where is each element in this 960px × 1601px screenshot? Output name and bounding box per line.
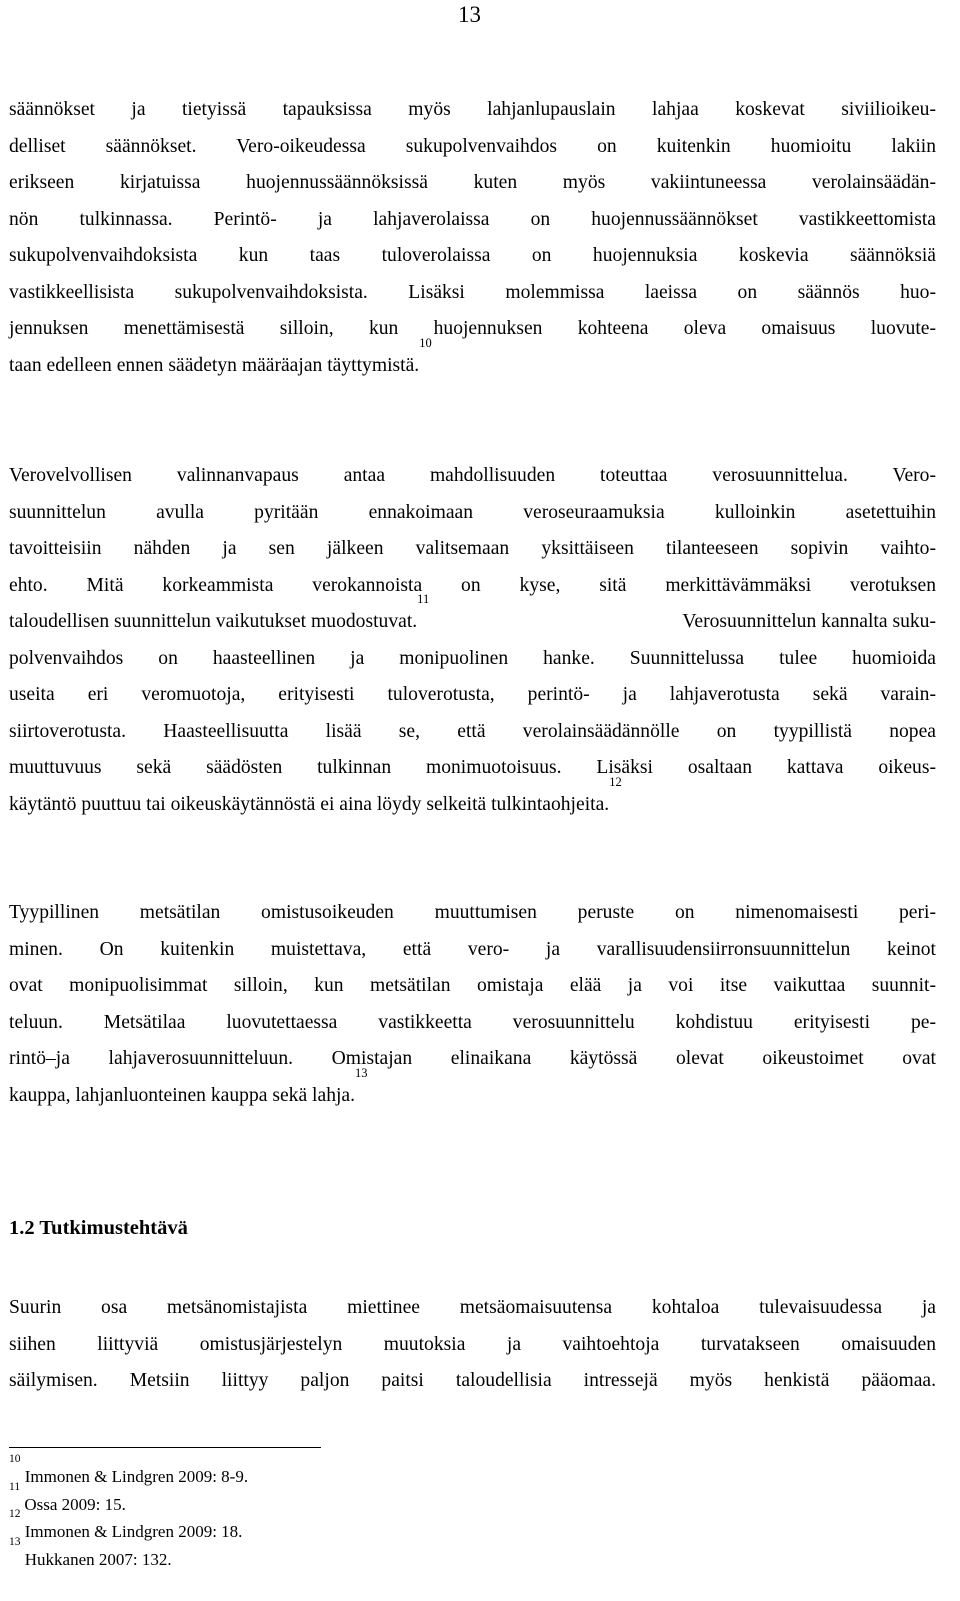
text-line: Verovelvollisen valinnanvapaus antaa mahdollisuuden toteuttaa verosuunnittelua. Vero- — [9, 465, 936, 486]
text-line: delliset säännökset. Vero-oikeudessa sukupolvenvaihdos on kuitenkin huomioitu lakiin — [9, 135, 936, 157]
footnote — [9, 1480, 248, 1519]
text-line: rintö–ja lahjaverosuunnitteluun. Omistajan elinaikana käytössä olevat oikeustoimet ovat — [9, 1048, 936, 1069]
text-line: nön tulkinnassa. Perintö- ja lahjaverolaissa on huojennussäännökset vastikkeettomista — [9, 208, 936, 230]
footnote — [9, 1453, 249, 1491]
page-number: 13 — [458, 2, 481, 27]
paragraph-1 — [9, 92, 936, 384]
paragraph-2 — [9, 458, 936, 823]
text-line: vastikkeellisista sukupolvenvaihdoksista. Lisäksi molemmissa laeissa on säännös huo- — [9, 281, 936, 303]
text-line: Suurin osa metsänomistajista miettinee metsäomaisuutensa kohtaloa tulevaisuudessa ja — [9, 1297, 936, 1318]
text-line: ovat monipuolisimmat silloin, kun metsätilan omistaja elää ja voi itse vaikuttaa suunnit- — [9, 975, 936, 996]
text-line: useita eri veromuotoja, erityisesti tuloverotusta, perintö- ja lahjaverotusta sekä varain- — [9, 684, 936, 705]
footnote-text: Immonen & Lindgren 2009: 18. — [24, 1522, 243, 1541]
footnote-divider — [9, 1447, 321, 1448]
footnote-ref: 10 — [419, 335, 432, 350]
text-line — [9, 1065, 936, 1115]
paragraph-3 — [9, 895, 936, 1114]
footnote — [9, 1535, 248, 1574]
text-line-content — [9, 592, 430, 641]
footnote-text: Hukkanen 2007: 132. — [24, 1549, 172, 1569]
text-line: siihen liittyviä omistusjärjestelyn muutoksia ja vaihtoehtoja turvatakseen omaisuuden — [9, 1333, 936, 1355]
paragraph-4 — [9, 1290, 936, 1400]
text-line-content: taan edelleen ennen säädetyn määräajan täyttymistä. — [9, 354, 420, 376]
text-line — [9, 774, 936, 824]
footnote-number: 12 — [9, 1508, 21, 1520]
text-line: erikseen kirjatuissa huojennussäännöksissä kuten myös vakiintuneessa verolainsäädän- — [9, 172, 936, 193]
text-segment: taloudellisen suunnittelun vaikutukset muodostuvat. — [9, 611, 418, 632]
footnote-number: 11 — [9, 1480, 21, 1493]
text-line: muuttuvuus sekä säädösten tulkinnan monimuotoisuus. Lisäksi osaltaan kattava oikeus- — [9, 757, 936, 778]
text-line: säännökset ja tietyissä tapauksissa myös lahjanlupauslain lahjaa koskevat siviilioikeu- — [9, 99, 936, 120]
text-line: säilymisen. Metsiin liittyy paljon paitsi taloudellisia intressejä myös henkistä pääomaa. — [9, 1370, 936, 1391]
text-line: tavoitteisiin nähden ja sen jälkeen valitsemaan yksittäiseen tilanteeseen sopivin vaihto- — [9, 538, 936, 559]
text-line: minen. On kuitenkin muistettava, että vero- ja varallisuudensiirronsuunnittelun keinot — [9, 938, 936, 960]
footnote-number: 10 — [9, 1453, 21, 1465]
text-line — [9, 592, 936, 641]
section-heading: 1.2 Tutkimustehtävä — [9, 1217, 188, 1239]
text-line: suunnittelun avulla pyritään ennakoimaan veroseuraamuksia kulloinkin asetettuihin — [9, 501, 936, 523]
text-line: polvenvaihdos on haasteellinen ja monipuolinen hanke. Suunnittelussa tulee huomioida — [9, 647, 936, 669]
text-line: siirtoverotusta. Haasteellisuutta lisää se, että verolainsäädännölle on tyypillistä nopea — [9, 720, 936, 742]
text-line — [9, 335, 936, 385]
footnote-text: Immonen & Lindgren 2009: 8-9. — [24, 1467, 249, 1486]
text-line: ehto. Mitä korkeammista verokannoista on kyse, sitä merkittävämmäksi verotuksen — [9, 574, 936, 596]
footnote-number: 13 — [9, 1535, 21, 1548]
text-line-content: käytäntö puuttuu tai oikeuskäytännöstä ei aina löydy selkeitä tulkintaohjeita. — [9, 793, 610, 815]
footnote-text: Ossa 2009: 15. — [24, 1494, 126, 1514]
text-line: teluun. Metsätilaa luovutettaessa vastikkeetta verosuunnittelu kohdistuu erityisesti pe- — [9, 1011, 936, 1033]
text-line: Tyypillinen metsätilan omistusoikeuden muuttumisen peruste on nimenomaisesti peri- — [9, 902, 936, 923]
footnote — [9, 1508, 248, 1546]
text-line: jennuksen menettämisestä silloin, kun huojennuksen kohteena oleva omaisuus luovute- — [9, 318, 936, 339]
footnote-ref: 13 — [355, 1065, 368, 1080]
text-line: sukupolvenvaihdoksista kun taas tuloverolaissa on huojennuksia koskevia säännöksiä — [9, 245, 936, 266]
footnotes — [9, 1453, 249, 1573]
footnote-ref: 12 — [609, 774, 622, 789]
text-line-content: kauppa, lahjanluonteinen kauppa sekä lahja. — [9, 1084, 356, 1106]
text-segment: Verosuunnittelun kannalta suku- — [682, 611, 936, 632]
footnote-ref: 11 — [417, 592, 430, 606]
